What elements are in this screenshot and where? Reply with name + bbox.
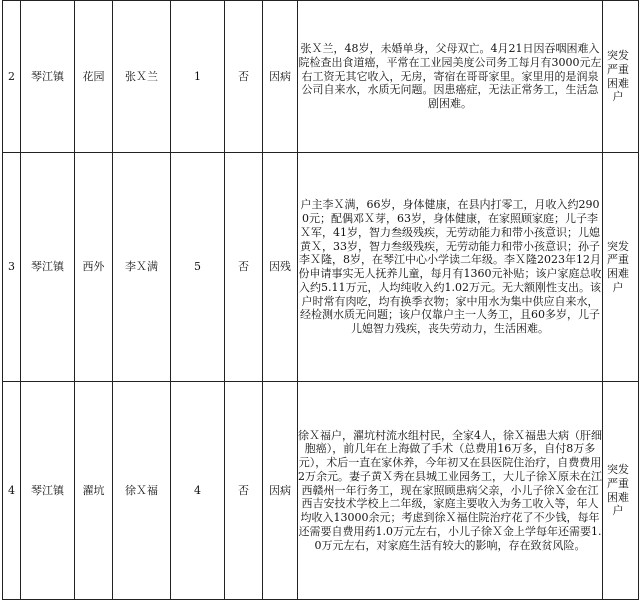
description-cell: 徐Ｘ福户，濯坑村流水组村民，全家4人，徐Ｘ福患大病（肝细胞癌），前几年在上海做了手术（总费用16万多，自付8万多元），术后一直在家休养，今年初又在县医院住治疗，自费费用2万余元。妻子黄Ｘ秀在县城工业园务工，大儿子徐Ｘ原未在江西赣州一年行务工，现在家照顾患病父亲，小儿子徐Ｘ金在江西吉安技术学校上二年级，家庭主要收入为务工收入等，年人均收入13000余元；考虑到徐Ｘ福住院治疗花了不少钱，每年还需要自费用药1.0万元左右，小儿子徐Ｘ金上学每年还需要1.0万元左右，对家庭生活有较大的影响，存在致贫风险。 (298, 382, 603, 600)
cause-cell: 因病 (263, 1, 298, 153)
name-cell: 张Ｘ兰 (113, 1, 171, 153)
description-cell: 张Ｘ兰，48岁，未婚单身，父母双亡。4月21日因吞咽困难入院检查出食道癌，平常在工业园美度公司务工每月有3000元左右工资无其它收入，无房，寄宿在哥哥家里。家里用的是润泉公司自来水，水质无问题。因患癌症，无法正常务工，生活急剧困难。 (298, 1, 603, 153)
category-cell (603, 1, 639, 153)
town-cell: 琴江镇 (21, 153, 75, 382)
household-size-cell: 5 (171, 153, 225, 382)
row-index: 3 (3, 153, 21, 382)
table-row (3, 153, 639, 382)
category-cell (603, 153, 639, 382)
name-cell: 李Ｘ满 (113, 153, 171, 382)
village-cell: 花园 (75, 1, 113, 153)
town-cell: 琴江镇 (21, 1, 75, 153)
category-label: 突发严重困难户 (607, 49, 629, 104)
household-size-cell: 4 (171, 382, 225, 600)
category-cell (603, 382, 639, 600)
household-size-cell: 1 (171, 1, 225, 153)
table-row (3, 1, 639, 153)
category-label: 突发严重困难户 (607, 239, 629, 294)
category-label: 突发严重困难户 (607, 463, 629, 518)
flag-cell: 否 (225, 382, 263, 600)
cause-cell: 因残 (263, 153, 298, 382)
description-cell: 户主李Ｘ满，66岁，身体健康，在县内打零工，月收入约2900元；配偶邓Ｘ芽，63岁，身体健康，在家照顾家庭；儿子李Ｘ军，41岁，智力叁级残疾，无劳动能力和带小孩意识；儿媳黄Ｘ，33岁，智力叁级残疾，无劳动能力和带小孩意识；孙子李Ｘ隆，8岁，在琴江中心小学读二年级。李Ｘ隆2023年12月份申请事实无人抚养儿童，每月有1360元补贴；该户家庭总收入约5.11万元，人均纯收入约1.02万元。无大额刚性支出。该户时常有肉吃，均有换季衣物；家中用水为集中供应自来水，经检测水质无问题；该户仅靠户主一人务工，且60多岁，儿子儿媳智力残疾，丧失劳动力，生活困难。 (298, 153, 603, 382)
town-cell: 琴江镇 (21, 382, 75, 600)
row-index: 4 (3, 382, 21, 600)
flag-cell: 否 (225, 153, 263, 382)
village-cell: 西外 (75, 153, 113, 382)
household-table (2, 0, 639, 600)
village-cell: 濯坑 (75, 382, 113, 600)
row-index: 2 (3, 1, 21, 153)
flag-cell: 否 (225, 1, 263, 153)
name-cell: 徐Ｘ福 (113, 382, 171, 600)
cause-cell: 因病 (263, 382, 298, 600)
table-row (3, 382, 639, 600)
